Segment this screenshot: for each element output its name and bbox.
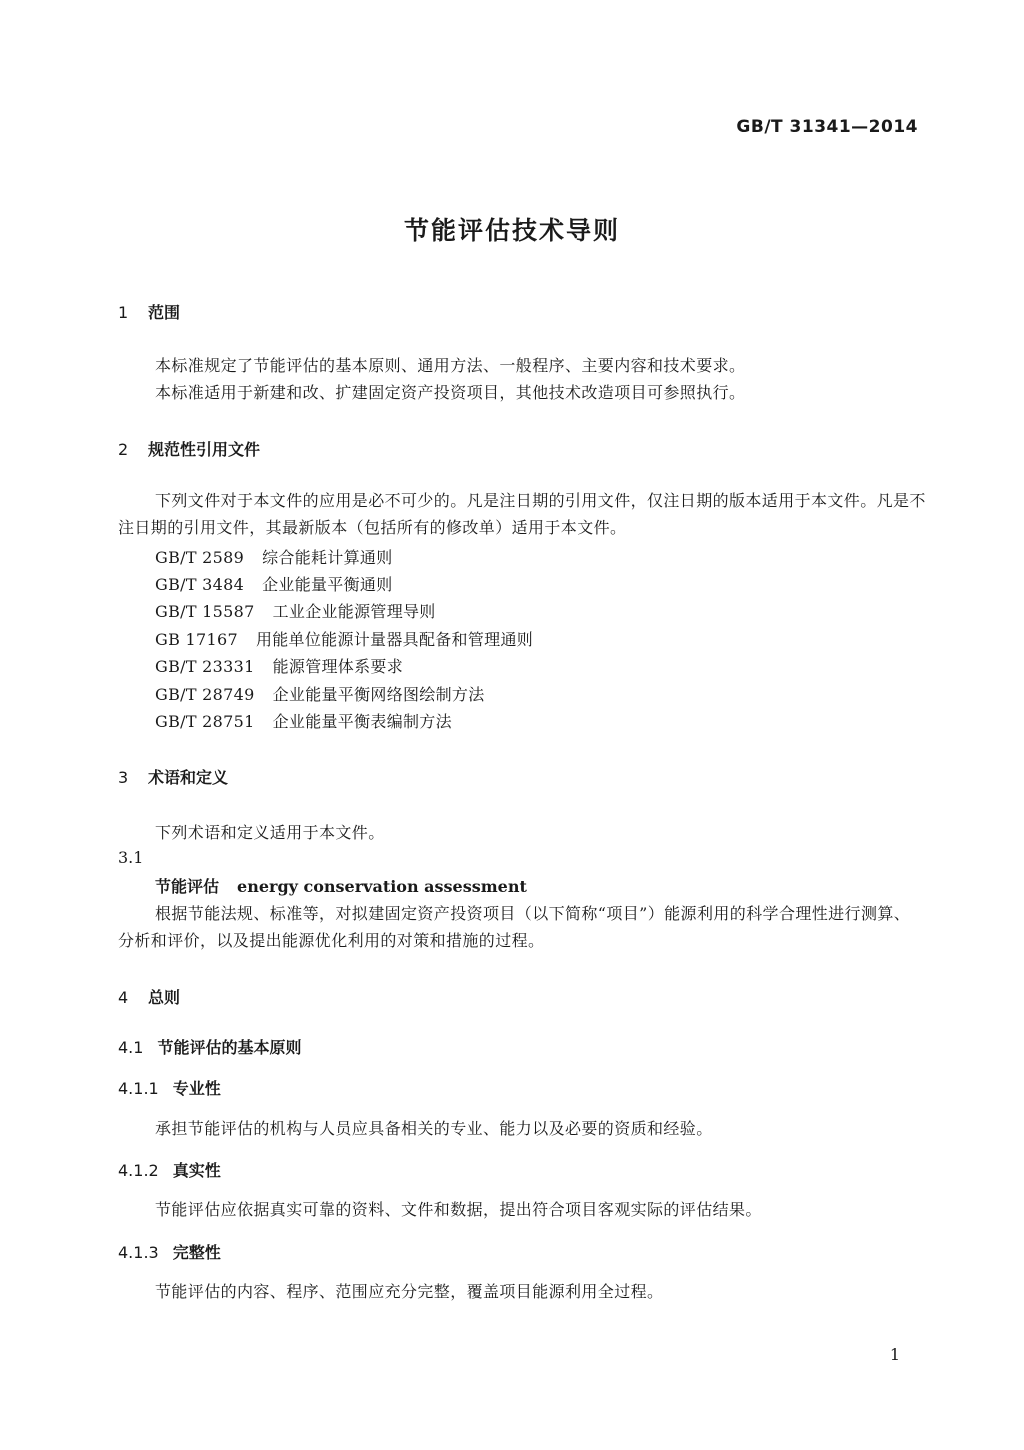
reference-item — [155, 682, 485, 705]
subsection-number: 4.1 — [118, 1038, 144, 1057]
paragraph: 下列文件对于本文件的应用是必不可少的。凡是注日期的引用文件，仅注日期的版本适用于本文件。凡是不注日期的引用文件，其最新版本（包括所有的修改单）适用于本文件。 — [118, 491, 926, 537]
document-title: 节能评估技术导则 — [403, 216, 620, 245]
section-number: 3 — [118, 768, 129, 787]
paragraph: 节能评估应依据真实可靠的资料、文件和数据，提出符合项目客观实际的评估结果。 — [155, 1200, 762, 1219]
section-title: 总则 — [148, 988, 181, 1007]
paragraph: 承担节能评估的机构与人员应具备相关的专业、能力以及必要的资质和经验。 — [155, 1119, 713, 1138]
clause-number: 4.1.2 — [118, 1161, 159, 1180]
reference-code: GB 17167 — [155, 630, 238, 649]
section-title: 范围 — [148, 303, 181, 322]
reference-code: GB/T 28751 — [155, 712, 255, 731]
section-number: 2 — [118, 440, 129, 459]
clause-heading — [118, 1076, 221, 1099]
reference-item — [155, 654, 403, 677]
reference-code: GB/T 23331 — [155, 657, 255, 676]
clause-heading — [118, 1158, 221, 1181]
term-name-cn: 节能评估 — [155, 877, 220, 896]
page-number: 1 — [889, 1345, 900, 1364]
section-number: 4 — [118, 988, 129, 1007]
reference-item — [155, 545, 393, 568]
clause-number: 4.1.3 — [118, 1243, 159, 1262]
reference-item — [155, 709, 452, 732]
paragraph: 本标准规定了节能评估的基本原则、通用方法、一般程序、主要内容和技术要求。 — [155, 356, 746, 375]
reference-title: 综合能耗计算通则 — [262, 548, 393, 567]
reference-item — [155, 599, 436, 622]
section-title: 术语和定义 — [148, 768, 229, 787]
section-title: 规范性引用文件 — [148, 440, 261, 459]
section-3-heading — [118, 765, 228, 788]
reference-title: 能源管理体系要求 — [272, 657, 403, 676]
section-4-heading — [118, 985, 180, 1008]
section-1-heading — [118, 300, 180, 323]
standard-code: GB/T 31341—2014 — [736, 117, 918, 137]
section-2-heading — [118, 437, 260, 460]
paragraph: 节能评估的内容、程序、范围应充分完整，覆盖项目能源利用全过程。 — [155, 1282, 664, 1301]
subsection-title: 节能评估的基本原则 — [157, 1038, 302, 1057]
reference-title: 企业能量平衡通则 — [262, 575, 393, 594]
term-name-en: energy conservation assessment — [237, 877, 527, 896]
reference-title: 工业企业能源管理导则 — [272, 602, 436, 621]
clause-title: 真实性 — [172, 1161, 221, 1180]
reference-code: GB/T 3484 — [155, 575, 245, 594]
section-number: 1 — [118, 303, 129, 322]
paragraph: 下列术语和定义适用于本文件。 — [155, 823, 385, 842]
term-definition: 根据节能法规、标准等，对拟建固定资产投资项目（以下简称“项目”）能源利用的科学合理性进行测算、分析和评价，以及提出能源优化利用的对策和措施的过程。 — [118, 904, 911, 950]
clause-number: 4.1.1 — [118, 1079, 159, 1098]
reference-title: 企业能量平衡表编制方法 — [272, 712, 452, 731]
subsection-heading — [118, 1035, 301, 1058]
reference-code: GB/T 2589 — [155, 548, 245, 567]
clause-title: 专业性 — [172, 1079, 221, 1098]
term-number: 3.1 — [118, 848, 144, 867]
reference-title: 企业能量平衡网络图绘制方法 — [272, 685, 485, 704]
reference-code: GB/T 28749 — [155, 685, 255, 704]
reference-item — [155, 627, 533, 650]
reference-title: 用能单位能源计量器具配备和管理通则 — [255, 630, 534, 649]
reference-item — [155, 572, 393, 595]
paragraph: 本标准适用于新建和改、扩建固定资产投资项目，其他技术改造项目可参照执行。 — [155, 383, 746, 402]
reference-code: GB/T 15587 — [155, 602, 255, 621]
clause-title: 完整性 — [172, 1243, 221, 1262]
clause-heading — [118, 1240, 221, 1263]
term-heading — [155, 874, 527, 897]
